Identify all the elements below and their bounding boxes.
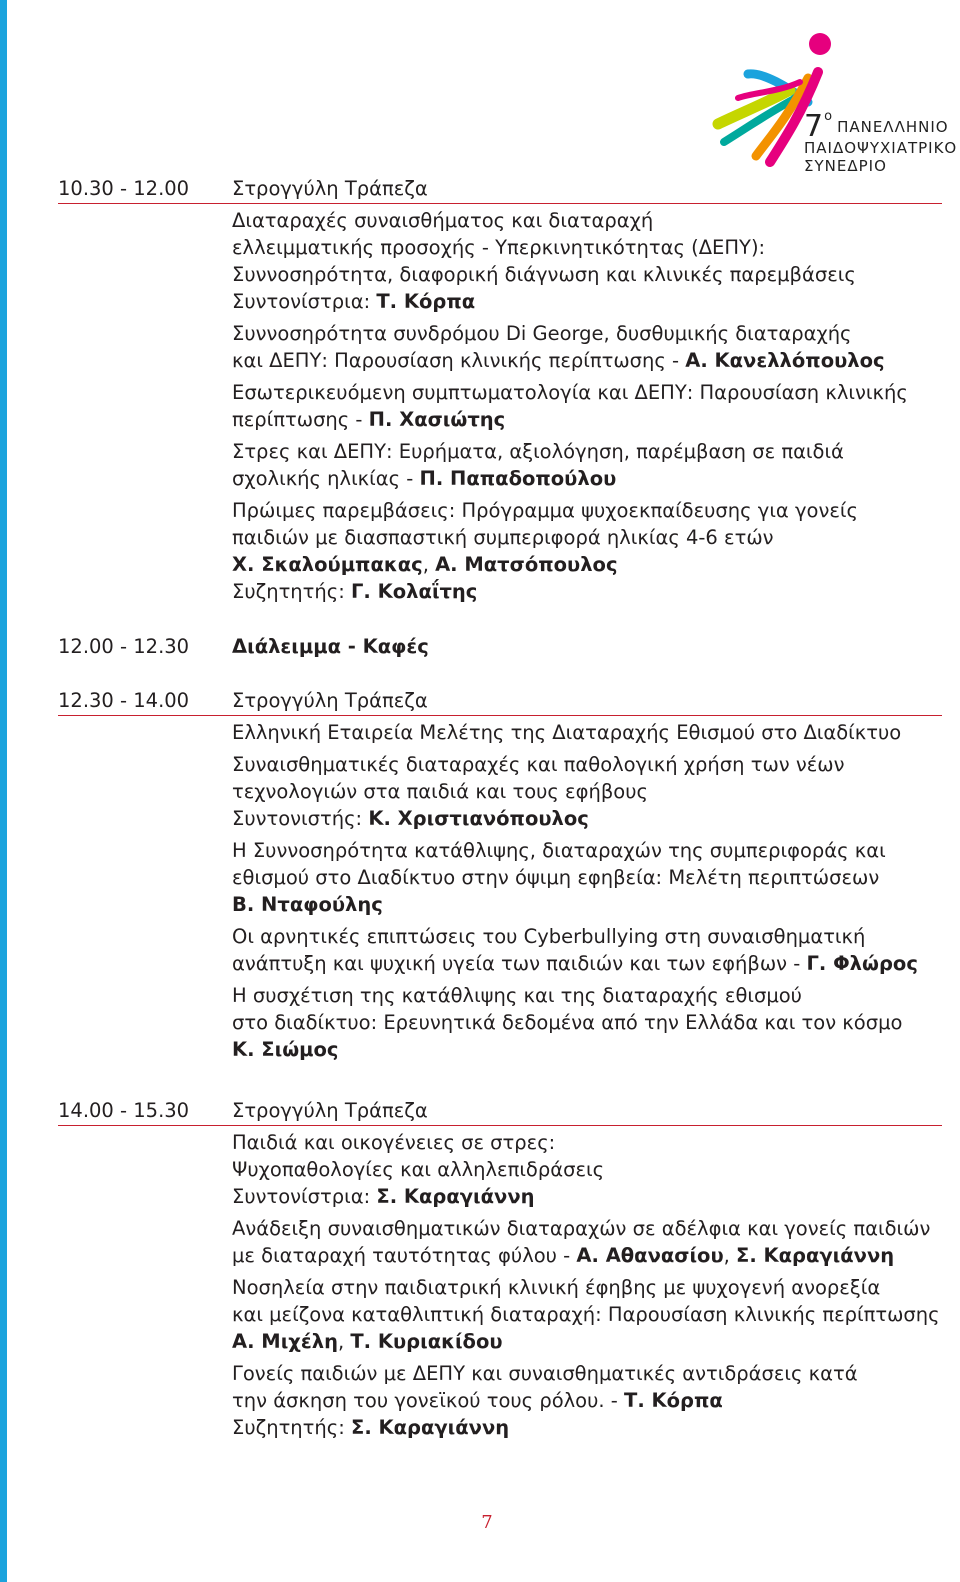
speaker-name: Κ. Σιώμος (232, 1038, 339, 1061)
speaker-separator: , (723, 1244, 737, 1267)
session-type: Στρογγύλη Τράπεζα (232, 177, 428, 200)
session-title (232, 751, 942, 832)
logo-line-3: ΣΥΝΕΔΡΙΟ (804, 157, 887, 175)
break-time: 12.00 - 12.30 (58, 635, 190, 658)
speaker-separator: , (422, 553, 436, 576)
logo-superscript: ο (824, 109, 834, 124)
logo-text (804, 108, 957, 175)
session-type: Στρογγύλη Τράπεζα (232, 1099, 428, 1122)
break-row (58, 634, 942, 662)
talk-line: Η Συννοσηρότητα κατάθλιψης, διαταραχών της συμπεριφοράς και (232, 839, 886, 862)
talk (232, 320, 942, 374)
speakers-line (232, 891, 942, 918)
talk-line: εθισμού στο Διαδίκτυο στην όψιμη εφηβεία: Μελέτη περιπτώσεων (232, 866, 880, 889)
talk (232, 1274, 942, 1355)
discussant-label: Συζητητής: (232, 1416, 345, 1439)
talk-text: με διαταραχή ταυτότητας φύλου - (232, 1244, 577, 1267)
title-line: Παιδιά και οικογένειες σε στρες: (232, 1131, 556, 1154)
chair-line (232, 288, 942, 315)
session-header (58, 1098, 942, 1126)
talk-line (232, 1387, 942, 1414)
discussant-line (232, 1414, 942, 1441)
chair-name: Σ. Καραγιάννη (376, 1185, 535, 1208)
talk-line (232, 465, 942, 492)
talk (232, 379, 942, 433)
session-1 (58, 176, 942, 605)
speaker-name: Α. Μιχέλη (232, 1330, 338, 1353)
talk-line: Οι αρνητικές επιπτώσεις του Cyberbullying στη συναισθηματική (232, 925, 866, 948)
talk-text: ανάπτυξη και ψυχική υγεία των παιδιών και των εφήβων - (232, 952, 807, 975)
talk (232, 438, 942, 492)
talk-line: παιδιών με διασπαστική συμπεριφορά ηλικίας 4-6 ετών (232, 526, 774, 549)
discussant-name: Σ. Καραγιάννη (351, 1416, 510, 1439)
talk-line: Ανάδειξη συναισθηματικών διαταραχών σε αδέλφια και γονείς παιδιών (232, 1217, 931, 1240)
talk-line: Συννοσηρότητα συνδρόμου Di George, δυσθυμικής διαταραχής (232, 322, 852, 345)
talk-text: και ΔΕΠΥ: Παρουσίαση κλινικής περίπτωσης - (232, 349, 686, 372)
page-number: 7 (481, 1512, 493, 1533)
speaker-name: Α. Αθανασίου (576, 1244, 724, 1267)
session-title (232, 1129, 942, 1210)
talk-line (232, 1242, 942, 1269)
session-time: 12.30 - 14.00 (58, 689, 190, 712)
session-body (232, 207, 942, 605)
session-title (232, 207, 942, 315)
talk-line: Εσωτερικευόμενη συμπτωματολογία και ΔΕΠΥ: Παρουσίαση κλινικής (232, 381, 908, 404)
chair-label: Συντονίστρια: (232, 1185, 371, 1208)
speaker-name: Α. Κανελλόπουλος (685, 349, 885, 372)
talk-text: περίπτωσης - (232, 408, 369, 431)
talk-line (232, 950, 942, 977)
congress-logo (708, 32, 958, 182)
speaker-name: Π. Χασιώτης (368, 408, 506, 431)
talk (232, 837, 942, 918)
speaker-name: Α. Ματσόπουλος (435, 553, 618, 576)
speaker-name: Τ. Κόρπα (624, 1389, 723, 1412)
chair-label: Συντονίστρια: (232, 290, 371, 313)
talk-line (232, 406, 942, 433)
chair-line (232, 805, 942, 832)
talk (232, 497, 942, 605)
session-type: Στρογγύλη Τράπεζα (232, 689, 428, 712)
chair-name: Κ. Χριστιανόπουλος (368, 807, 589, 830)
left-edge-bar (0, 0, 7, 1582)
speaker-name: Χ. Σκαλούμπακας (232, 553, 423, 576)
talk-line: Νοσηλεία στην παιδιατρική κλινική έφηβης με ψυχογενή ανορεξία (232, 1276, 881, 1299)
talk (232, 982, 942, 1063)
session-header (58, 176, 942, 204)
speaker-separator: , (337, 1330, 351, 1353)
speaker-name: Γ. Φλώρος (806, 952, 918, 975)
speaker-name: Β. Νταφούλης (232, 893, 383, 916)
break-label: Διάλειμμα - Καφές (232, 635, 429, 658)
logo-line-2: ΠΑΙΔΟΨΥΧΙΑΤΡΙΚΟ (804, 139, 958, 157)
title-line: Διαταραχές συναισθήματος και διαταραχή (232, 209, 654, 232)
logo-line-1: ΠΑΝΕΛΛΗΝΙΟ (837, 118, 949, 136)
chair-label: Συντονιστής: (232, 807, 363, 830)
chair-name: Τ. Κόρπα (376, 290, 476, 313)
speakers-line (232, 1328, 942, 1355)
talk-text: σχολικής ηλικίας - (232, 467, 420, 490)
talk-line: στο διαδίκτυο: Ερευνητικά δεδομένα από την Ελλάδα και τον κόσμο (232, 1011, 903, 1034)
session-2 (58, 688, 942, 1063)
session-body (232, 719, 942, 1063)
logo-number: 7 (804, 109, 825, 144)
speaker-name: Σ. Καραγιάννη (736, 1244, 895, 1267)
talk-line: Πρώιμες παρεμβάσεις: Πρόγραμμα ψυχοεκπαίδευσης για γονείς (232, 499, 858, 522)
chair-line (232, 1183, 942, 1210)
talk (232, 923, 942, 977)
session-time: 14.00 - 15.30 (58, 1099, 190, 1122)
talk-line: Στρες και ΔΕΠΥ: Ευρήματα, αξιολόγηση, παρέμβαση σε παιδιά (232, 440, 844, 463)
title-line: τεχνολογιών στα παιδιά και τους εφήβους (232, 780, 648, 803)
talk-line (232, 347, 942, 374)
title-line: ελλειμματικής προσοχής - Υπερκινητικότητας (ΔΕΠΥ): (232, 236, 766, 259)
speaker-name: Π. Παπαδοπούλου (419, 467, 617, 490)
speakers-line (232, 551, 942, 578)
title-line: Ψυχοπαθολογίες και αλληλεπιδράσεις (232, 1158, 605, 1181)
title-line: Συναισθηματικές διαταραχές και παθολογική χρήση των νέων (232, 753, 845, 776)
session-time: 10.30 - 12.00 (58, 177, 190, 200)
discussant-label: Συζητητής: (232, 580, 345, 603)
session-header (58, 688, 942, 716)
speakers-line (232, 1036, 942, 1063)
discussant-line (232, 578, 942, 605)
talk (232, 1360, 942, 1441)
title-line: Συννοσηρότητα, διαφορική διάγνωση και κλινικές παρεμβάσεις (232, 263, 856, 286)
title-line: Ελληνική Εταιρεία Μελέτης της Διαταραχής Εθισμού στο Διαδίκτυο (232, 721, 902, 744)
talk-line: Γονείς παιδιών με ΔΕΠΥ και συναισθηματικές αντιδράσεις κατά (232, 1362, 858, 1385)
speaker-name: Τ. Κυριακίδου (350, 1330, 503, 1353)
session-organizer (232, 719, 942, 746)
talk-line: και μείζονα καταθλιπτική διαταραχή: Παρουσίαση κλινικής περίπτωσης (232, 1303, 940, 1326)
discussant-name: Γ. Κολαΐτης (351, 580, 478, 603)
session-3 (58, 1098, 942, 1441)
talk (232, 1215, 942, 1269)
talk-text: την άσκηση του γονεϊκού τους ρόλου. - (232, 1389, 625, 1412)
talk-line: Η συσχέτιση της κατάθλιψης και της διαταραχής εθισμού (232, 984, 802, 1007)
session-body (232, 1129, 942, 1441)
